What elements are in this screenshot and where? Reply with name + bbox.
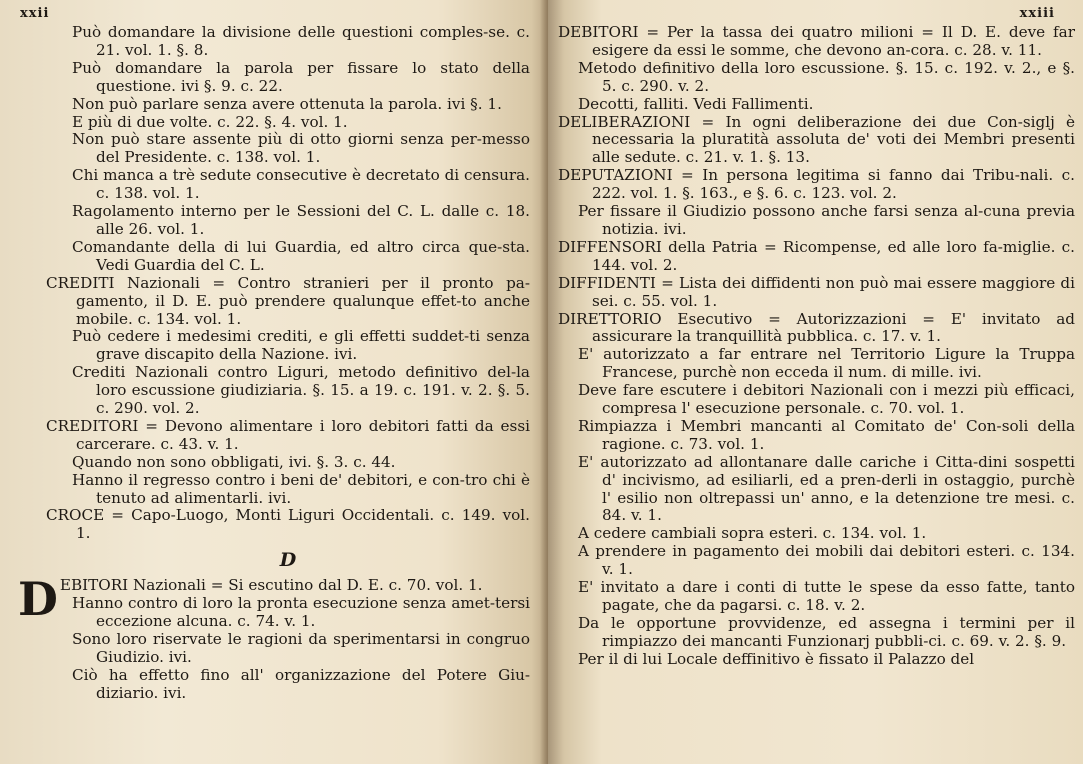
index-subentry: Può domandare la parola per fissare lo stato della questione. ivi §. 9. c. 22. xyxy=(72,58,530,95)
index-entry: CREDITI Nazionali = Contro stranieri per il pronto pa-gamento, il D. E. può prendere qualunque effet-to anche mobile. c. 134. vol. 1. xyxy=(46,273,530,328)
right-page-number: xxiii xyxy=(1019,6,1055,21)
left-entries-top xyxy=(46,24,530,543)
left-entries-bottom xyxy=(46,595,530,702)
drop-cap: D xyxy=(18,572,58,627)
index-entry: DEBITORI = Per la tassa dei quatro milioni = Il D. E. deve far esigere da essi le somme, che devono an-cora. c. 28. v. 11. xyxy=(558,23,1075,59)
index-subentry: Può cedere i medesimi crediti, e gli effetti suddet-ti senza grave discapito della Nazione. ivi. xyxy=(72,327,530,364)
left-page-number: xxii xyxy=(20,6,50,21)
index-subentry: Per fissare il Giudizio possono anche farsi senza al-cuna previa notizia. ivi. xyxy=(578,202,1075,238)
index-subentry: Sono loro riservate le ragioni da sperimentarsi in congruo Giudizio. ivi. xyxy=(72,630,530,666)
index-subentry: E' autorizzato ad allontanare dalle cariche i Citta-dini sospetti d' incivismo, ad esiliarli, ed a pren-derli in ostaggio, purchè l' esilio non oltrepassi un' anno, e la detenzione tre mesi. c. 84. v. 1. xyxy=(578,452,1075,525)
index-entry: DIRETTORIO Esecutivo = Autorizzazioni = E' invitato ad assicurare la tranquillità pubblica. c. 17. v. 1. xyxy=(558,309,1075,346)
index-subentry: Rimpiazza i Membri mancanti al Comitato de' Con-soli della ragione. c. 73. vol. 1. xyxy=(578,416,1075,453)
index-subentry: Può domandare la divisione delle questioni comples-se. c. 21. vol. 1. §. 8. xyxy=(72,23,530,59)
index-subentry: Ciò ha effetto fino all' organizzazione del Potere Giu-diziario. ivi. xyxy=(72,665,530,702)
right-page xyxy=(548,0,1083,764)
index-subentry: Per il di lui Locale deffinitivo è fissato il Palazzo del xyxy=(578,649,975,668)
index-entry: CROCE = Capo-Luogo, Monti Liguri Occidentali. c. 149. vol. 1. xyxy=(46,506,530,543)
index-subentry: Non può parlare senza avere ottenuta la parola. ivi §. 1. xyxy=(72,94,502,113)
index-subentry: A cedere cambiali sopra esteri. c. 134. vol. 1. xyxy=(578,524,927,543)
index-subentry: Ragolamento interno per le Sessioni del C. L. dalle c. 18. alle 26. vol. 1. xyxy=(72,202,530,238)
index-entry: CREDITORI = Devono alimentare i loro debitori fatti da essi carcerare. c. 43. v. 1. xyxy=(46,416,530,453)
index-subentry: Comandante della di lui Guardia, ed altro circa que-sta. Vedi Guardia del C. L. xyxy=(72,237,530,274)
index-subentry: Da le opportune provvidenze, ed assegna i termini per il rimpiazzo dei mancanti Funzionarj pubbli-ci. c. 69. v. 2. §. 9. xyxy=(578,613,1075,650)
section-letter: D xyxy=(279,549,297,572)
index-subentry: Hanno contro di loro la pronta esecuzione senza amet-tersi eccezione alcuna. c. 74. v. 1. xyxy=(72,594,530,631)
index-subentry: E' invitato a dare i conti di tutte le spese da esso fatte, tanto pagate, che da pagarsi. c. 18. v. 2. xyxy=(578,578,1075,614)
index-entry: DIFFENSORI della Patria = Ricompense, ed alle loro fa-miglie. c. 144. vol. 2. xyxy=(558,237,1075,274)
index-subentry: E' autorizzato a far entrare nel Territorio Ligure la Truppa Francese, purchè non ecceda il num. di mille. ivi. xyxy=(578,345,1075,382)
right-entries xyxy=(558,23,1075,669)
index-entry: DIFFIDENTI = Lista dei diffidenti non può mai essere maggiore di sei. c. 55. vol. 1. xyxy=(558,273,1075,310)
index-subentry: Crediti Nazionali contro Liguri, metodo definitivo del-la loro escussione giudiziaria. §. 15. a 19. c. 191. v. 2. §. 5. c. 290. vol. 2. xyxy=(72,363,530,418)
debitori-nazionali-text: EBITORI Nazionali = Si escutino dal D. E. c. 70. vol. 1. xyxy=(59,576,483,595)
index-subentry: Quando non sono obbligati, ivi. §. 3. c. 44. xyxy=(72,452,396,471)
index-subentry: Decotti, falliti. Vedi Fallimenti. xyxy=(578,94,814,113)
index-subentry: Deve fare escutere i debitori Nazionali con i mezzi più efficaci, compresa l' esecuzione personale. c. 70. vol. 1. xyxy=(578,381,1075,418)
index-subentry: Hanno il regresso contro i beni de' debitori, e con-tro chi è tenuto ad alimentarli. ivi. xyxy=(72,470,530,507)
index-entry: DEPUTAZIONI = In persona legitima si fanno dai Tribu-nali. c. 222. vol. 1. §. 163., e §. 6. c. 123. vol. 2. xyxy=(558,166,1075,203)
index-subentry: Metodo definitivo della loro escussione. §. 15. c. 192. v. 2., e §. 5. c. 290. v. 2. xyxy=(578,58,1075,95)
index-subentry: Chi manca a trè sedute consecutive è decretato di censura. c. 138. vol. 1. xyxy=(72,166,530,203)
index-subentry: Non può stare assente più di otto giorni senza per-messo del Presidente. c. 138. vol. 1. xyxy=(72,130,530,167)
index-subentry: A prendere in pagamento dei mobili dai debitori esteri. c. 134. v. 1. xyxy=(578,542,1075,579)
index-entry: DELIBERAZIONI = In ogni deliberazione dei due Con-siglj è necessaria la pluratità assoluta de' voti dei Membri presenti alle sedute. c. 21. v. 1. §. 13. xyxy=(558,112,1075,167)
index-subentry: E più di due volte. c. 22. §. 4. vol. 1. xyxy=(72,112,348,131)
